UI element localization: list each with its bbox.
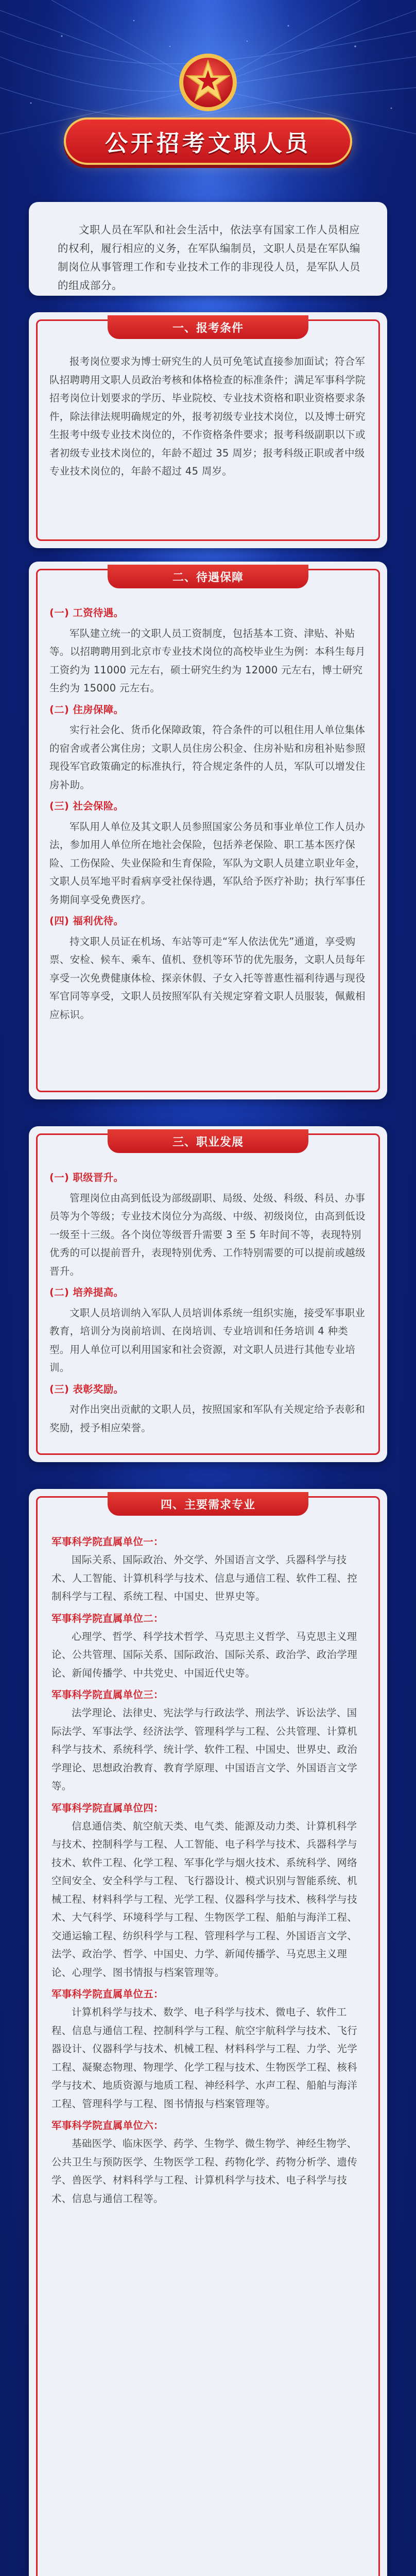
subheading-salary: (一) 工资待遇。 bbox=[49, 607, 124, 619]
subheading-promotion: (一) 职级晋升。 bbox=[49, 1172, 124, 1183]
paragraph: 管理岗位由高到低设为部级副职、局级、处级、科级、科员、办事员等为个等级；专业技术岗位分为高级、中级、初级岗位，由高到低设一级至十三级。各个岗位等级晋升需要 3 至 5 年时间不等，表现特别优秀的可以提前晋升，表现特别优秀、工作特别需要的可以提前或越级晋升。 bbox=[49, 1192, 366, 1277]
section-career bbox=[29, 1126, 387, 1462]
unit-majors: 计算机科学与技术、数学、电子科学与技术、微电子、软件工程、信息与通信工程、控制科学与工程、航空宇航科学与技术、飞行器设计、仪器科学与技术、机械工程、材料科学与工程、力学、光学工程、凝聚态物理、物理学、化学工程与技术、生物医学工程、核科学与技术、地质资源与地质工程、神经科学、水声工程、船舶与海洋工程、管理科学与工程、图书情报与档案管理等。 bbox=[51, 2006, 358, 2110]
intro-card bbox=[29, 202, 387, 296]
section-body bbox=[49, 1166, 367, 1440]
paragraph: 报考岗位要求为博士研究生的人员可免笔试直接参加面试；符合军队招聘聘用文职人员政治考核和体格检查的标准条件；满足军事科学院招考岗位计划要求的学历、毕业院校、专业技术资格和职业资格要求条件，除法律法规明确规定的外，报考初级专业技术岗位，以及博士研究生报考中级专业技术岗位的，不作资格条件要求；报考科级副职以下或者初级专业技术岗位的，年龄不超过 35 周岁；报考科级正职或者中级专业技术岗位的，年龄不超过 45 周岁。 bbox=[49, 355, 366, 477]
unit-majors: 基础医学、临床医学、药学、生物学、微生物学、神经生物学、公共卫生与预防医学、生物医学工程、药物化学、药物分析学、遗传学、兽医学、材料科学与工程、计算机科学与技术、电子科学与技术、信息与通信工程等。 bbox=[51, 2138, 358, 2205]
section-requirements bbox=[29, 312, 387, 548]
paragraph: 对作出突出贡献的文职人员，按照国家和军队有关规定给予表彰和奖励，授予相应荣誉。 bbox=[49, 1403, 366, 1434]
subheading-training: (二) 培养提高。 bbox=[49, 1286, 124, 1298]
subheading-insurance: (三) 社会保险。 bbox=[49, 800, 124, 812]
paragraph: 军队建立统一的文职人员工资制度，包括基本工资、津贴、补贴等。以招聘聘用到北京市专业技术岗位的高校毕业生为例：本科生每月工资约为 11000 元左右，硕士研究生约为 12000 元左右，博士研究生约为 15000 元左右。 bbox=[49, 627, 366, 694]
paragraph: 实行社会化、货币化保障政策，符合条件的可以租住用人单位集体的宿舍或者公寓住房；文职人员住房公积金、住房补贴和房租补贴参照现役军官政策确定的标准执行，符合规定条件的人员，军队可以增发住房补助。 bbox=[49, 724, 366, 791]
section-benefits bbox=[29, 562, 387, 1099]
intro-text: 文职人员在军队和社会生活中，依法享有国家工作人员相应的权利，履行相应的义务，在军队编制员，文职人员是在军队编制岗位从事管理工作和专业技术工作的非现役人员，是军队人员的组成部分。 bbox=[58, 224, 360, 292]
section-heading-text: 四、主要需求专业 bbox=[160, 1498, 255, 1512]
section-heading bbox=[108, 565, 308, 588]
section-heading-text: 一、报考条件 bbox=[172, 321, 244, 335]
section-body bbox=[51, 1529, 365, 2208]
subheading-housing: (二) 住房保障。 bbox=[49, 703, 124, 716]
section-majors bbox=[29, 1489, 387, 2576]
unit-name: 军事科学院直属单位六： bbox=[51, 2120, 164, 2131]
unit-name: 军事科学院直属单位三： bbox=[51, 1689, 164, 1701]
subheading-welfare: (四) 福利优待。 bbox=[49, 915, 124, 927]
section-body bbox=[49, 602, 367, 1027]
subheading-awards: (三) 表彰奖励。 bbox=[49, 1383, 124, 1395]
title-banner bbox=[64, 117, 352, 165]
page-title: 公开招考文职人员 bbox=[105, 130, 311, 157]
paragraph: 文职人员培训纳入军队人员培训体系统一组织实施，接受军事职业教育，培训分为岗前培训、在岗培训、专业培训和任务培训 4 种类型。用人单位可以利用国家和社会资源，对文职人员进行其他专业培训。 bbox=[49, 1307, 366, 1374]
unit-name: 军事科学院直属单位一： bbox=[51, 1536, 164, 1548]
unit-majors: 国际关系、国际政治、外交学、外国语言文学、兵器科学与技术、人工智能、计算机科学与技术、信息与通信工程、软件工程、控制科学与工程、系统工程、中国史、世界史等。 bbox=[51, 1554, 358, 1602]
section-heading bbox=[108, 1129, 308, 1153]
bayi-star-emblem-icon bbox=[177, 52, 239, 113]
section-body bbox=[49, 352, 367, 481]
section-heading-text: 三、职业发展 bbox=[172, 1136, 244, 1149]
unit-name: 军事科学院直属单位四： bbox=[51, 1802, 164, 1814]
section-heading bbox=[108, 315, 308, 339]
section-heading-text: 二、待遇保障 bbox=[172, 571, 244, 584]
unit-name: 军事科学院直属单位二： bbox=[51, 1612, 164, 1624]
unit-majors: 心理学、哲学、科学技术哲学、马克思主义哲学、马克思主义理论、公共管理、国际关系、国际政治、国际关系、政治学、政治学理论、新闻传播学、中共党史、中国近代史等。 bbox=[51, 1630, 358, 1679]
paragraph: 持文职人员证在机场、车站等可走“军人依法优先”通道，享受购票、安检、候车、乘车、值机、登机等环节的优先服务，文职人员每年享受一次免费健康体检、探亲休假、子女入托等普惠性福利待遇与现役军官同等享受，文职人员按照军队有关规定穿着文职人员服装，佩戴相应标识。 bbox=[49, 935, 366, 1021]
paragraph: 军队用人单位及其文职人员参照国家公务员和事业单位工作人员办法，参加用人单位所在地社会保险，包括养老保险、职工基本医疗保险、工伤保险、失业保险和生育保险，军队为文职人员建立职业年金，文职人员军地平时看病享受社保待遇，军队给予医疗补助；执行军事任务期间享受免费医疗。 bbox=[49, 820, 366, 906]
section-heading bbox=[108, 1492, 308, 1516]
unit-name: 军事科学院直属单位五： bbox=[51, 1988, 164, 2000]
header bbox=[0, 0, 416, 206]
unit-majors: 信息通信类、航空航天类、电气类、能源及动力类、计算机科学与技术、控制科学与工程、人工智能、电子科学与技术、兵器科学与技术、软件工程、化学工程、军事化学与烟火技术、系统科学、网络空间安全、安全科学与工程、飞行器设计、模式识别与智能系统、机械工程、材料科学与工程、光学工程、仪器科学与技术、核科学与技术、大气科学、环境科学与工程、生物医学工程、船舶与海洋工程、交通运输工程、纺织科学与工程、管理科学与工程、外国语言文学、法学、政治学、哲学、中国史、力学、新闻传播学、马克思主义理论、心理学、图书情报与档案管理等。 bbox=[51, 1820, 358, 1978]
unit-majors: 法学理论、法律史、宪法学与行政法学、刑法学、诉讼法学、国际法学、军事法学、经济法学、管理科学与工程、公共管理、计算机科学与技术、系统科学、统计学、软件工程、中国史、世界史、政治学理论、思想政治教育、教育学原理、中国语言文学、外国语言文学等。 bbox=[51, 1707, 358, 1792]
